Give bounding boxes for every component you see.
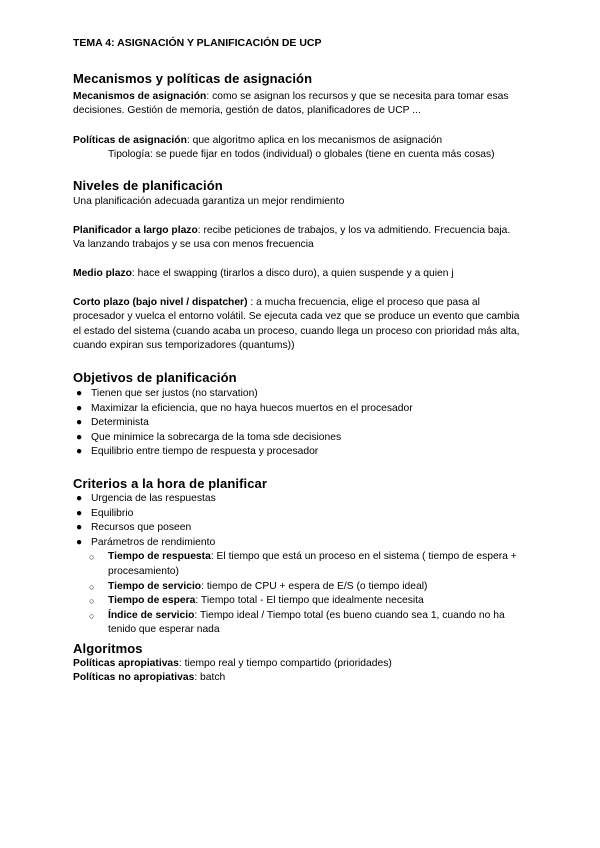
sublist-item (73, 594, 518, 609)
definition-medio-plazo: : hace el swapping (tirarlos a disco duro), a quien suspende y a quien j (131, 268, 454, 279)
definition-apropiativas: : tiempo real y tiempo compartido (prioridades) (178, 658, 392, 669)
list-item (73, 431, 533, 446)
paragraph-politicas (73, 134, 523, 148)
bullet-icon: ● (76, 536, 83, 548)
definition-no-apropiativas: : batch (194, 672, 226, 683)
list-item (73, 521, 533, 536)
paragraph-intro-niveles: Una planificación adecuada garantiza un mejor rendimiento (73, 196, 345, 207)
paragraph-apropiativas (73, 657, 523, 671)
list-item-text: Urgencia de las respuestas (91, 493, 216, 504)
sublist-item (73, 609, 518, 638)
list-item (73, 387, 533, 402)
bullet-icon: ● (76, 431, 83, 443)
paragraph-largo-plazo (73, 224, 523, 253)
sublist-parametros (73, 550, 533, 638)
paragraph-mecanismos (73, 90, 523, 119)
list-item-text: Tienen que ser justos (no starvation) (91, 388, 258, 399)
definition-indice-servicio: : Tiempo ideal / Tiempo total (es bueno cuando sea 1, cuando no ha tenido que esperar nada (108, 609, 505, 636)
term-medio-plazo: Medio plazo (73, 268, 132, 279)
term-no-apropiativas: Políticas no apropiativas (73, 672, 195, 683)
circle-bullet-icon: ○ (89, 610, 95, 621)
definition-largo-plazo: : recibe peticiones de trabajos, y los va admitiendo. Frecuencia baja. Va lanzando trabajos y se usa con menos frecuencia (73, 225, 511, 251)
list-objetivos (73, 387, 533, 460)
definition-politicas: : que algoritmo aplica en los mecanismos de asignación (186, 135, 443, 146)
term-mecanismos: Mecanismos de asignación (73, 91, 207, 102)
sublist-item (73, 550, 518, 579)
heading-algoritmos: Algoritmos (73, 641, 143, 656)
paragraph-no-apropiativas (73, 671, 523, 685)
document-title: TEMA 4: ASIGNACIÓN Y PLANIFICACIÓN DE UCP (73, 37, 322, 49)
term-corto-plazo: Corto plazo (bajo nivel / dispatcher) (73, 297, 248, 308)
circle-bullet-icon: ○ (89, 552, 95, 563)
bullet-icon: ● (76, 493, 83, 504)
bullet-icon: ● (76, 507, 83, 519)
list-item-text: Que minimice la sobrecarga de la toma sde decisiones (91, 431, 342, 443)
term-tiempo-espera: Tiempo de espera (108, 595, 196, 607)
bullet-icon: ● (76, 446, 83, 458)
heading-objetivos: Objetivos de planificación (73, 370, 237, 385)
paragraph-tipologia: Tipología: se puede fijar en todos (individual) o globales (tiene en cuenta más cosas) (108, 149, 495, 160)
bullet-icon: ● (76, 522, 83, 534)
sublist-item (73, 580, 518, 595)
list-item (73, 492, 533, 507)
list-item (73, 536, 533, 638)
circle-bullet-icon: ○ (89, 581, 95, 592)
term-tiempo-respuesta: Tiempo de respuesta (108, 551, 211, 563)
paragraph-corto-plazo (73, 296, 523, 354)
definition-corto-plazo: : a mucha frecuencia, elige el proceso que pasa al procesador y vuelca el entorno volátil. Se ejecuta cada vez que se produce un evento que cambia el estado del sistema (cuando acaba un proceso, cuando llega un proceso con prioridad más alta, cuando expiran sus temporizadores (quantums)) (73, 297, 520, 352)
term-tiempo-servicio: Tiempo de servicio (108, 580, 202, 592)
bullet-icon: ● (76, 402, 83, 414)
definition-tiempo-respuesta: : El tiempo que está un proceso en el sistema ( tiempo de espera + procesamiento) (108, 551, 517, 577)
paragraph-medio-plazo (73, 267, 523, 281)
list-criterios (73, 492, 533, 638)
list-item-text: Parámetros de rendimiento (91, 536, 216, 548)
list-item-text: Maximizar la eficiencia, que no haya huecos muertos en el procesador (91, 402, 413, 414)
term-politicas: Políticas de asignación (73, 135, 187, 146)
term-largo-plazo: Planificador a largo plazo (73, 225, 198, 236)
heading-mecanismos: Mecanismos y políticas de asignación (73, 71, 313, 86)
list-item (73, 507, 533, 522)
definition-mecanismos: : como se asignan los recursos y que se necesita para tomar esas decisiones. Gestión de memoria, gestión de datos, planificadores de UCP ... (73, 91, 509, 117)
list-item-text: Equilibrio entre tiempo de respuesta y procesador (91, 446, 319, 458)
definition-tiempo-servicio: : tiempo de CPU + espera de E/S (o tiempo ideal) (201, 580, 428, 592)
list-item (73, 445, 533, 460)
term-apropiativas: Políticas apropiativas (73, 658, 179, 669)
bullet-icon: ● (76, 417, 83, 429)
heading-criterios: Criterios a la hora de planificar (73, 476, 268, 491)
list-item-text: Equilibrio (91, 507, 134, 519)
list-item-text: Recursos que poseen (91, 522, 192, 534)
list-item-text: Determinista (91, 417, 149, 429)
bullet-icon: ● (76, 388, 83, 399)
heading-niveles: Niveles de planificación (73, 178, 223, 193)
definition-tiempo-espera: : Tiempo total - El tiempo que idealmente necesita (195, 595, 424, 607)
list-item (73, 402, 533, 417)
list-item (73, 416, 533, 431)
circle-bullet-icon: ○ (89, 596, 95, 607)
term-indice-servicio: Índice de servicio (108, 609, 195, 621)
